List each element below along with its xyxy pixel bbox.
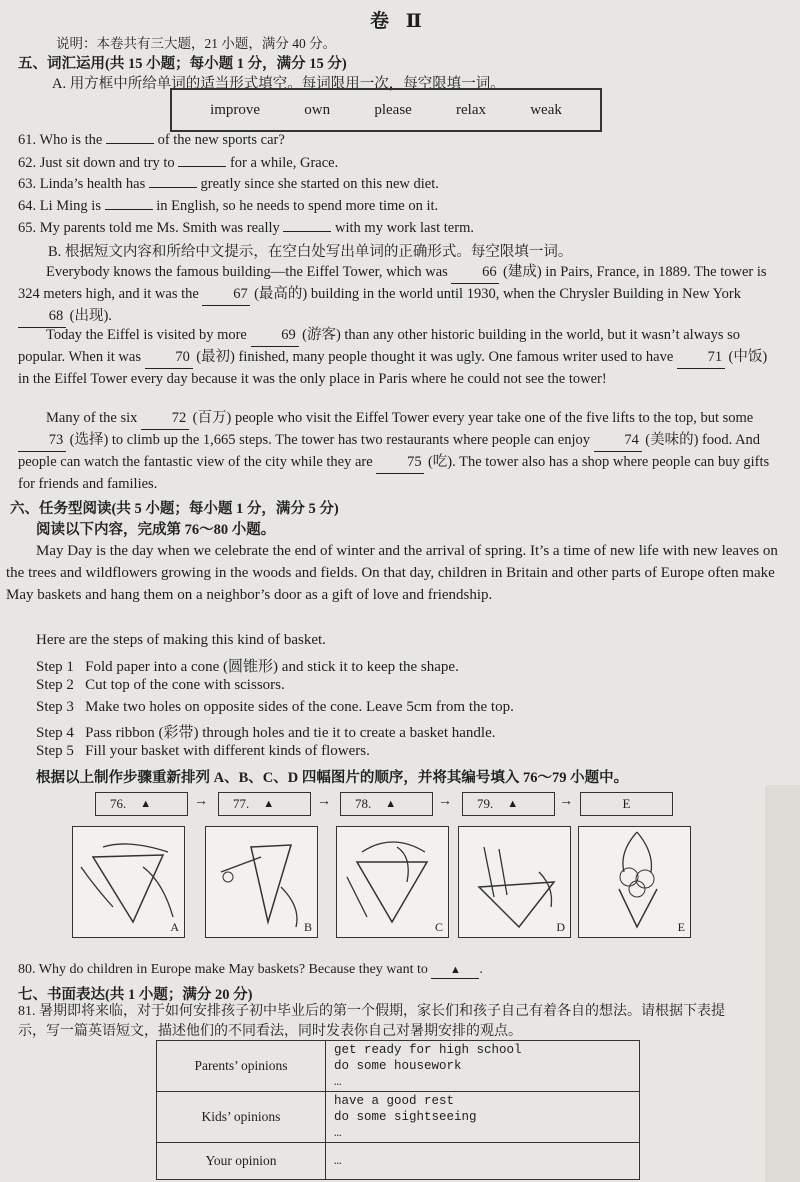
answer-blank[interactable] xyxy=(178,166,226,167)
answer-blank[interactable] xyxy=(431,962,479,979)
section6-instruction: 阅读以下内容，完成第 76～80 小题。 xyxy=(36,522,276,538)
question-63 xyxy=(18,176,439,193)
step-text: Fill your basket with different kinds of flowers. xyxy=(85,743,370,759)
step-label: Step 2 xyxy=(36,677,74,693)
section7-heading: 七、书面表达(共 1 小题；满分 20 分) xyxy=(18,987,253,1003)
question-64 xyxy=(18,198,438,215)
blank-67[interactable]: 67 xyxy=(202,284,250,306)
answer-box-78[interactable] xyxy=(340,792,433,816)
word-box-item: improve xyxy=(210,101,261,118)
question-text: 64. Li Ming is xyxy=(18,198,101,214)
arrow-right-icon: → xyxy=(559,794,573,809)
passage-text: (建成) in Pairs, France, in 1889. The tower is 324 meters high, and it was the xyxy=(18,264,767,302)
row-content xyxy=(326,1092,640,1143)
passage-text: (美味的) food. And people can watch the fantastic view of the city while they are xyxy=(18,432,761,470)
step-label: Step 3 xyxy=(36,699,74,715)
section5-heading: 五、词汇运用(共 15 小题；每小题 1 分，满分 15 分) xyxy=(18,56,347,72)
question-text: in English, so he needs to spend more time on it. xyxy=(156,198,439,214)
question-61 xyxy=(18,132,285,149)
blank-73[interactable]: 73 xyxy=(18,430,66,452)
step-letter: E xyxy=(622,796,631,811)
answer-number: 78. xyxy=(355,796,372,811)
question-text: of the new sports car? xyxy=(157,132,285,148)
question-text: 63. Linda’s health has xyxy=(18,176,146,192)
step-item xyxy=(36,677,285,694)
question-62 xyxy=(18,155,338,172)
order-instruction: 根据以上制作步骤重新排列 A、B、C、D 四幅图片的顺序，并将其编号填入 76～79 小题中。 xyxy=(36,770,629,786)
passage-text: (百万) people who visit the Eiffel Tower every year take one of the five lifts to the top, but some xyxy=(192,410,754,426)
blank-75[interactable]: 75 xyxy=(376,452,424,474)
opinion-line: do some sightseeing xyxy=(334,1110,477,1124)
passage-text: Many of the six xyxy=(46,410,138,426)
opinions-table xyxy=(156,1040,640,1180)
answer-box-77[interactable] xyxy=(218,792,311,816)
passage-text: (中饭) in the Eiffel Tower every day because it was the only place in Paris where he could not see the tower! xyxy=(18,349,768,387)
picture-c xyxy=(336,826,449,938)
scan-edge xyxy=(765,785,800,1182)
table-row xyxy=(157,1092,640,1143)
question-text: 62. Just sit down and try to xyxy=(18,155,175,171)
section5-partA-instruction: A. 用方框中所给单词的适当形式填空。每词限用一次，每空限填一词。 xyxy=(52,76,505,92)
step-text: Cut top of the cone with scissors. xyxy=(85,677,285,693)
question-65 xyxy=(18,220,474,237)
picture-label: A xyxy=(170,920,179,934)
opinion-line: … xyxy=(334,1126,342,1140)
opinion-line: get ready for high school xyxy=(334,1043,522,1057)
eiffel-paragraph-2 xyxy=(18,325,778,390)
table-row xyxy=(157,1143,640,1180)
passage-text: (最高的) building in the world until 1930, when the Chrysler Building in New York xyxy=(254,286,741,302)
word-box-item: own xyxy=(304,101,331,118)
blank-74[interactable]: 74 xyxy=(594,430,642,452)
exam-note: 说明：本卷共有三大题，21 小题，满分 40 分。 xyxy=(56,36,337,51)
question-text: 80. Why do children in Europe make May baskets? Because they want to xyxy=(18,962,428,977)
step-box-e xyxy=(580,792,673,816)
word-box-item: weak xyxy=(530,101,562,118)
picture-e xyxy=(578,826,691,938)
word-box-item: please xyxy=(374,101,412,118)
passage-text: Everybody knows the famous building—the Eiffel Tower, which was xyxy=(46,264,448,280)
steps-intro: Here are the steps of making this kind of basket. xyxy=(36,632,326,648)
fold-cone-illustration xyxy=(73,827,183,937)
may-day-passage: May Day is the day when we celebrate the end of winter and the arrival of spring. It’s a time of new life with new leaves on the trees and wildflowers growing in the woods and fields. On that day, children in Britain and other parts of Europe often make May baskets and hang them on a neighbor’s door as a gift of love and friendship. xyxy=(6,543,778,603)
passage-text: Today the Eiffel is visited by more xyxy=(46,327,247,343)
step-item xyxy=(36,743,370,760)
question-text: for a while, Grace. xyxy=(229,155,339,171)
table-row xyxy=(157,1041,640,1092)
tie-ribbon-illustration xyxy=(337,827,447,937)
make-holes-illustration xyxy=(459,827,569,937)
arrow-right-icon: → xyxy=(438,794,452,809)
picture-label: D xyxy=(556,920,565,934)
picture-b xyxy=(205,826,318,938)
row-content xyxy=(326,1041,640,1092)
triangle-icon: ▲ xyxy=(507,798,519,810)
blank-68[interactable]: 68 xyxy=(18,306,66,328)
step-label: Step 4 xyxy=(36,725,74,741)
eiffel-paragraph-1 xyxy=(18,262,778,328)
picture-a xyxy=(72,826,185,938)
word-box xyxy=(170,88,602,132)
step-text: Make two holes on opposite sides of the cone. Leave 5cm from the top. xyxy=(85,699,514,715)
opinion-line: … xyxy=(334,1075,342,1089)
row-header: Parents’ opinions xyxy=(157,1041,326,1092)
step-item xyxy=(36,721,495,742)
question-81: 81. 暑期即将来临，对于如何安排孩子初中毕业后的第一个假期，家长们和孩子自己有着各自的想法。请根据下表提示，写一篇英语短文，描述他们的不同看法，同时发表你自己对暑期安排的观点。 xyxy=(18,1004,725,1039)
answer-blank[interactable] xyxy=(149,187,197,188)
blank-69[interactable]: 69 xyxy=(251,325,299,347)
triangle-icon: ▲ xyxy=(263,798,275,810)
passage-text: (吃). The tower also has a shop where people can buy gifts for friends and families. xyxy=(18,454,770,492)
step-item xyxy=(36,655,459,676)
answer-number: 77. xyxy=(233,796,250,811)
question-text: . xyxy=(479,962,483,977)
arrow-right-icon: → xyxy=(317,794,331,809)
answer-blank[interactable] xyxy=(105,209,153,210)
question-text: 65. My parents told me Ms. Smith was really xyxy=(18,220,280,236)
triangle-icon: ▲ xyxy=(385,798,397,810)
question-text: with my work last term. xyxy=(335,220,474,236)
picture-label: E xyxy=(677,920,685,934)
answer-number: 79. xyxy=(477,796,494,811)
step-label: Step 1 xyxy=(36,659,74,675)
blank-70[interactable]: 70 xyxy=(145,347,193,369)
flower-basket-illustration xyxy=(579,827,689,937)
blank-72[interactable]: 72 xyxy=(141,408,189,430)
step-text: Fold paper into a cone (圆锥形) and stick it to keep the shape. xyxy=(85,659,459,675)
opinion-line: do some housework xyxy=(334,1059,462,1073)
picture-label: C xyxy=(434,920,443,934)
blank-66[interactable]: 66 xyxy=(451,262,499,284)
triangle-icon: ▲ xyxy=(449,964,461,976)
row-header: Kids’ opinions xyxy=(157,1092,326,1143)
step-text: Pass ribbon (彩带) through holes and tie it to create a basket handle. xyxy=(85,725,496,741)
page-title: 卷 Ⅱ xyxy=(370,11,428,32)
answer-blank[interactable] xyxy=(106,143,154,144)
answer-box-76[interactable] xyxy=(95,792,188,816)
arrow-right-icon: → xyxy=(194,794,208,809)
section5-partB-instruction: B. 根据短文内容和所给中文提示，在空白处写出单词的正确形式。每空限填一词。 xyxy=(48,244,573,260)
opinion-line: … xyxy=(334,1154,342,1168)
passage-text: (选择) to climb up the 1,665 steps. The tower has two restaurants where people can enjoy xyxy=(69,432,591,448)
answer-blank[interactable] xyxy=(283,231,331,232)
passage-text: (出现). xyxy=(69,308,112,324)
row-content xyxy=(326,1143,640,1180)
step-label: Step 5 xyxy=(36,743,74,759)
question-80 xyxy=(18,962,483,979)
answer-number: 76. xyxy=(110,796,127,811)
passage-text: (游客) than any other historic building in the world, but it wasn’t always so popular. When it was xyxy=(18,327,741,365)
step-item xyxy=(36,699,514,716)
answer-box-79[interactable] xyxy=(462,792,555,816)
blank-71[interactable]: 71 xyxy=(677,347,725,369)
passage-text: (最初) finished, many people thought it was ugly. One famous writer used to have xyxy=(196,349,674,365)
picture-label: B xyxy=(303,920,312,934)
word-box-item: relax xyxy=(456,101,487,118)
section6-heading: 六、任务型阅读(共 5 小题；每小题 1 分，满分 5 分) xyxy=(10,501,339,517)
cut-cone-illustration xyxy=(206,827,316,937)
question-text: greatly since she started on this new diet. xyxy=(200,176,439,192)
opinion-line: have a good rest xyxy=(334,1094,455,1108)
row-header: Your opinion xyxy=(157,1143,326,1180)
picture-d xyxy=(458,826,571,938)
triangle-icon: ▲ xyxy=(140,798,152,810)
question-text: 61. Who is the xyxy=(18,132,103,148)
eiffel-paragraph-3 xyxy=(18,408,778,495)
